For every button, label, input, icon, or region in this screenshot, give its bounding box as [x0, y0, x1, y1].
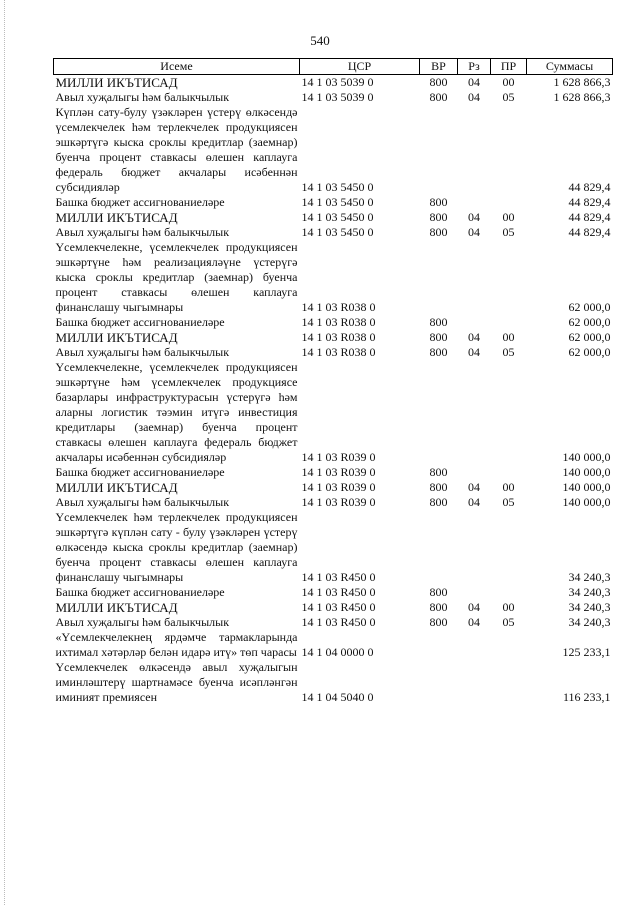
column-header-name: Исеме: [54, 59, 300, 75]
cell-pr: 00: [502, 600, 515, 614]
column-header-csr: ЦСР: [300, 59, 420, 75]
table-row: [54, 75, 613, 91]
cell-csr: 14 1 03 R038 0: [301, 300, 376, 314]
cell-name: Авыл хуҗалыгы һәм балыкчылык: [55, 495, 230, 509]
cell-pr: [491, 315, 527, 330]
table-row: [54, 225, 613, 240]
cell-sum: 44 829,4: [568, 225, 611, 239]
cell-pr: [491, 105, 527, 195]
cell-csr: 14 1 03 5039 0: [301, 75, 374, 89]
cell-pr: 00: [502, 480, 515, 494]
cell-rz: 04: [468, 90, 480, 104]
cell-vr: [420, 105, 458, 195]
cell-rz: [458, 465, 491, 480]
table-row: [54, 480, 613, 495]
cell-vr: 800: [429, 600, 448, 614]
cell-sum: 62 000,0: [568, 345, 611, 359]
table-row: [54, 615, 613, 630]
cell-csr: 14 1 04 0000 0: [301, 645, 374, 659]
cell-vr: [420, 240, 458, 315]
table-row: [54, 315, 613, 330]
cell-name: Башка бюджет ассигнованиеләре: [55, 195, 225, 209]
cell-rz: 04: [468, 345, 480, 359]
cell-sum: 62 000,0: [568, 315, 611, 329]
table-row: [54, 465, 613, 480]
table-row: [54, 630, 613, 660]
cell-name: Авыл хуҗалыгы һәм балыкчылык: [55, 615, 230, 629]
cell-vr: 800: [429, 465, 448, 479]
cell-vr: [420, 660, 458, 705]
cell-vr: 800: [429, 330, 448, 344]
cell-vr: [420, 360, 458, 465]
cell-csr: 14 1 03 R038 0: [301, 315, 376, 329]
cell-pr: [491, 360, 527, 465]
cell-pr: 00: [502, 75, 515, 89]
column-header-vr: ВР: [420, 59, 458, 75]
cell-sum: 34 240,3: [568, 570, 611, 584]
cell-sum: 34 240,3: [568, 585, 611, 599]
cell-vr: 800: [429, 195, 448, 209]
cell-sum: 140 000,0: [562, 450, 611, 464]
table-row: [54, 660, 613, 705]
cell-rz: [458, 510, 491, 585]
cell-pr: 05: [502, 345, 515, 359]
cell-name: МИЛЛИ ИКЪТИСАД: [55, 330, 178, 345]
column-header-rz: Рз: [458, 59, 491, 75]
cell-rz: [458, 660, 491, 705]
cell-sum: 34 240,3: [568, 600, 611, 614]
cell-pr: 05: [502, 615, 515, 629]
cell-csr: 14 1 03 R450 0: [301, 615, 376, 629]
budget-table: [53, 58, 613, 705]
cell-name: Авыл хуҗалыгы һәм балыкчылык: [55, 90, 230, 104]
cell-csr: 14 1 03 R039 0: [301, 480, 376, 494]
cell-name: МИЛЛИ ИКЪТИСАД: [55, 75, 178, 90]
cell-rz: [458, 195, 491, 210]
cell-name: «Үсемлекчелекнең ярдәмче тармакларында ихтимал хәтәрләр белән идарә итү» төп чарасы: [55, 630, 298, 659]
cell-rz: 04: [468, 75, 480, 89]
cell-csr: 14 1 03 R038 0: [301, 345, 376, 359]
cell-csr: 14 1 03 5450 0: [301, 180, 374, 194]
cell-pr: [491, 510, 527, 585]
cell-name: Үсемлекчелек һәм терлекчелек продукциясен эшкәртүгә күплән сату - булу үзәкләрен үстерү өлкәсендә кыска сроклы кредитлар (заемнар) буенча процент ставкасы өлешен каплауга финанслашу чыгымнары: [55, 510, 298, 584]
table-header-row: [54, 59, 613, 75]
cell-sum: 34 240,3: [568, 615, 611, 629]
cell-name: МИЛЛИ ИКЪТИСАД: [55, 210, 178, 225]
cell-sum: 140 000,0: [562, 480, 611, 494]
cell-csr: 14 1 03 R038 0: [301, 330, 376, 344]
cell-csr: 14 1 03 5450 0: [301, 225, 374, 239]
cell-rz: 04: [468, 615, 480, 629]
cell-pr: [491, 240, 527, 315]
cell-pr: [491, 630, 527, 660]
cell-sum: 44 829,4: [568, 195, 611, 209]
cell-name: Башка бюджет ассигнованиеләре: [55, 315, 225, 329]
cell-csr: 14 1 03 5450 0: [301, 195, 374, 209]
table-row: [54, 360, 613, 465]
cell-sum: 140 000,0: [562, 465, 611, 479]
cell-csr: 14 1 03 5039 0: [301, 90, 374, 104]
table-body: [54, 75, 613, 706]
cell-vr: 800: [429, 480, 448, 494]
cell-csr: 14 1 03 5450 0: [301, 210, 374, 224]
cell-sum: 62 000,0: [568, 330, 611, 344]
cell-rz: [458, 360, 491, 465]
table-row: [54, 600, 613, 615]
cell-pr: [491, 465, 527, 480]
cell-pr: 05: [502, 90, 515, 104]
cell-vr: 800: [429, 225, 448, 239]
cell-pr: 00: [502, 330, 515, 344]
cell-pr: [491, 195, 527, 210]
cell-pr: [491, 660, 527, 705]
cell-rz: 04: [468, 225, 480, 239]
cell-vr: 800: [429, 615, 448, 629]
cell-name: Авыл хуҗалыгы һәм балыкчылык: [55, 345, 230, 359]
page-number: 540: [310, 33, 330, 48]
cell-sum: 44 829,4: [568, 210, 611, 224]
cell-name: Үсемлекчелекне, үсемлекчелек продукциясен эшкәртүне һәм үсемлекчелек продукциясе базарлары инфраструктурасын үстерүгә һәм аларны логистик тәэмин итүгә инвестиция кредитлары (заемнар) буенча процент ставкасы өлешен каплауга федераль бюджет акчалары исәбеннән субсидияләр: [55, 360, 298, 464]
cell-csr: 14 1 03 R039 0: [301, 465, 376, 479]
cell-pr: 05: [502, 225, 515, 239]
cell-name: Башка бюджет ассигнованиеләре: [55, 585, 225, 599]
cell-name: Авыл хуҗалыгы һәм балыкчылык: [55, 225, 230, 239]
cell-csr: 14 1 03 R450 0: [301, 600, 376, 614]
cell-sum: 1 628 866,3: [553, 75, 611, 89]
cell-rz: [458, 105, 491, 195]
cell-rz: [458, 630, 491, 660]
cell-sum: 125 233,1: [562, 645, 611, 659]
cell-pr: 05: [502, 495, 515, 509]
table-row: [54, 345, 613, 360]
cell-name: МИЛЛИ ИКЪТИСАД: [55, 480, 178, 495]
cell-csr: 14 1 03 R039 0: [301, 450, 376, 464]
cell-vr: [420, 510, 458, 585]
cell-name: МИЛЛИ ИКЪТИСАД: [55, 600, 178, 615]
cell-rz: 04: [468, 600, 480, 614]
table-row: [54, 585, 613, 600]
column-header-sum: Суммасы: [527, 59, 613, 75]
cell-vr: 800: [429, 90, 448, 104]
cell-sum: 62 000,0: [568, 300, 611, 314]
page-edge-mark: [4, 0, 6, 905]
table-row: [54, 240, 613, 315]
cell-csr: 14 1 04 5040 0: [301, 690, 374, 704]
cell-rz: 04: [468, 495, 480, 509]
cell-pr: [491, 585, 527, 600]
cell-sum: 116 233,1: [562, 690, 611, 704]
cell-sum: 44 829,4: [568, 180, 611, 194]
table-row: [54, 210, 613, 225]
cell-vr: 800: [429, 315, 448, 329]
table-row: [54, 195, 613, 210]
cell-vr: 800: [429, 75, 448, 89]
table-row: [54, 330, 613, 345]
cell-sum: 140 000,0: [562, 495, 611, 509]
cell-name: Башка бюджет ассигнованиеләре: [55, 465, 225, 479]
cell-rz: 04: [468, 210, 480, 224]
column-header-pr: ПР: [491, 59, 527, 75]
cell-csr: 14 1 03 R450 0: [301, 585, 376, 599]
table-row: [54, 105, 613, 195]
cell-csr: 14 1 03 R039 0: [301, 495, 376, 509]
cell-vr: [420, 630, 458, 660]
cell-name: Үсемлекчелек өлкәсендә авыл хуҗалыгын иминләштерү шартнамәсе буенча исәпләнгән иминият премиясен: [55, 660, 298, 704]
cell-name: Үсемлекчелекне, үсемлекчелек продукциясен эшкәртүне һәм реализацияләүне үстерүгә кыска сроклы кредитлар (заемнар) буенча процент ставкасы өлешен каплауга финанслашу чыгымнары: [55, 240, 298, 314]
cell-pr: 00: [502, 210, 515, 224]
cell-name: Күплән сату-булу үзәкләрен үстерү өлкәсендә үсемлекчелек һәм терлекчелек продукциясен эшкәртүгә кыска сроклы кредитлар (заемнар) буенча процент ставкасы өлешен каплауга федераль бюджет акчалары исәбеннән субсидияләр: [55, 105, 298, 194]
cell-rz: [458, 315, 491, 330]
cell-csr: 14 1 03 R450 0: [301, 570, 376, 584]
table-row: [54, 90, 613, 105]
cell-rz: 04: [468, 330, 480, 344]
cell-vr: 800: [429, 210, 448, 224]
table-row: [54, 510, 613, 585]
cell-vr: 800: [429, 345, 448, 359]
table-row: [54, 495, 613, 510]
cell-sum: 1 628 866,3: [553, 90, 611, 104]
cell-vr: 800: [429, 585, 448, 599]
cell-rz: [458, 585, 491, 600]
cell-rz: [458, 240, 491, 315]
cell-rz: 04: [468, 480, 480, 494]
cell-vr: 800: [429, 495, 448, 509]
